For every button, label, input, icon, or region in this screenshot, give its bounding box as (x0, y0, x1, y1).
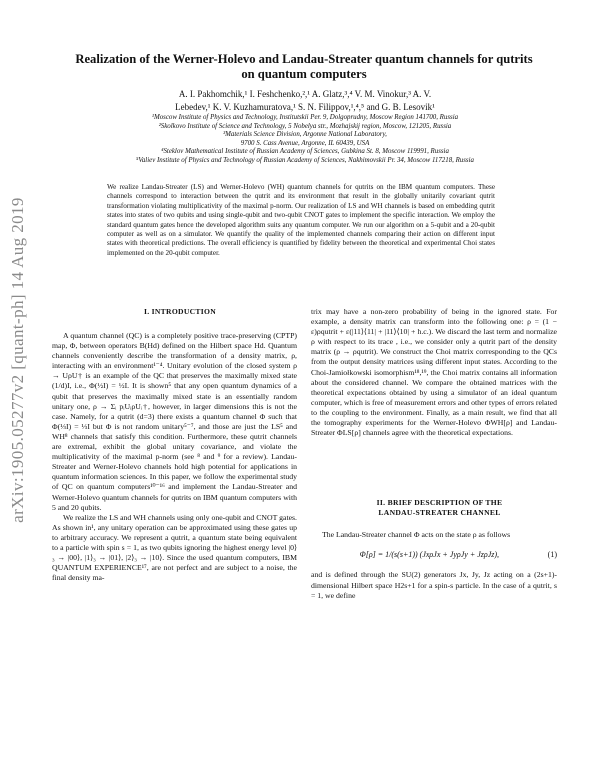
arxiv-stamp (0, 0, 36, 776)
affiliation-2: ²Skolkovo Institute of Science and Technology, 5 Nobelya str., Mozhajskij region, Moscow, 121205, Russia (158, 122, 452, 130)
intro-paragraph-continued: trix may have a non-zero probability of being in the ignored state. For example, a density matrix can transform into the following one: ρ = (1 − ε)ρqutrit + ε(|11⟩⟨11| + |11⟩⟨10| + h.c.). We discard the last term and normalize ρ with respect to its trace , i.e., we consider only a qutrit part of the density matrix (ρ → ρqutrit). We construct the Choi matrix corresponding to the QCs from the output density matrices using different input states. According to the Choi-Jamiołkowski isomorphism¹⁸,¹⁹, the Choi matrix contains all information about the considered channel. We compare the obtained matrices with the theoretical expectations obtained by using a simulator of an ideal quantum computer, which is free of measurement errors and other types of errors related to the coupling to the environment. Finally, as a main result, we find that all the tomography experiments for the Werner-Holevo ΦWH[ρ] and Landau-Streater ΦLS[ρ] channels agree with the theoretical expectations. (311, 307, 557, 438)
section-2-paragraph-1: The Landau-Streater channel Φ acts on the state ρ as follows (322, 530, 511, 540)
title-line-2: on quantum computers (241, 67, 367, 81)
affiliations (52, 114, 558, 166)
section-1-heading: I. INTRODUCTION (143, 307, 216, 316)
intro-paragraph-2: We realize the LS and WH channels using only one-qubit and CNOT gates. As shown in¹, any unitary operation can be approximated using these gates up to arbitrary accuracy. We represent a qutrit, a quantum state being equivalent to a particle with spin s = 1, as two qubits ignoring the highest energy level |0⟩₃ → |00⟩, |1⟩₃ → |01⟩, |2⟩₃ → |10⟩. Since the used quantum computers, IBM QUANTUM EXPERIENCE¹⁷, are not perfect and are subject to a noise, the final density ma- (52, 512, 297, 583)
affiliation-3: ³Materials Science Division, Argonne National Laboratory, (223, 131, 387, 139)
affiliation-4: ⁴Steklov Mathematical Institute of Russian Academy of Sciences, Gubkina St. 8, Moscow 119991, Russia (161, 148, 449, 156)
title-line-1: Realization of the Werner-Holevo and Landau-Streater quantum channels for qutrits (75, 52, 533, 66)
arxiv-stamp-text: arXiv:1905.05277v2 [quant-ph] 14 Aug 2019 (8, 197, 27, 523)
section-2-paragraph-2: and is defined through the SU(2) generators Jx, Jy, Jz acting on a (2s+1)-dimensional Hilbert space H2s+1 for a spin-s particle. In the case of a qutrit, s = 1, we define (311, 570, 557, 600)
author-list (60, 88, 550, 114)
equation-1-body: Φ[ρ] = 1/(s(s+1)) (JxρJx + JyρJy + JzρJz), (359, 550, 500, 560)
affiliation-3-address: 9700 S. Cass Avenue, Argonne, IL 60439, USA (240, 139, 370, 147)
left-column (52, 307, 297, 583)
equation-1-number: (1) (547, 550, 557, 560)
authors-line-1: A. I. Pakhomchik,¹ I. Feshchenko,²,¹ A. Glatz,³,⁴ V. M. Vinokur,³ A. V. (178, 89, 432, 99)
abstract: We realize Landau-Streater (LS) and Werner-Holevo (WH) quantum channels for qutrits on the IBM quantum computers. These channels correspond to interaction between the qutrit and its environment that result in the globally unitarily covariant qutrit transformation violating multiplicativity of the maximal p-norm. Our realization of LS and WH channels is based on embedding qutrit states into states of two qubits and using single-qubit and two-qubit CNOT gates to implement the specific interaction. We employ the standard quantum gates hence the developed algorithm suits any quantum computer. We run our algorithm on a 5-qubit and a 20-qubit computer as well as on a simulator. We quantify the quality of the implemented channels comparing their action on different input states with theoretical predictions. The overall efficiency is quantified by fidelity between the theoretical and experimental Choi states implemented on the 20-qubit computer. (107, 183, 495, 257)
right-column (311, 307, 557, 601)
section-2-heading-line-1: II. BRIEF DESCRIPTION OF THE (376, 498, 503, 508)
equation-1 (311, 550, 557, 560)
intro-paragraph-1: A quantum channel (QC) is a completely positive trace-preserving (CPTP) map, Φ, between operators B(Hd) defined on the Hilbert space Hd. Quantum channels conveniently describe the transformation of a density matrix, ρ, interacting with an environment¹⁻⁴. Unitary evolution of the closed system ρ → UρU† is an example of the QC that preserves the maximally mixed state (1/d)I, i.e., Φ(½I) = ½I. It is shown⁵ that any open quantum dynamics of a qubit that preserves the maximally mixed state is an essentially random unitary one, ρ → Σᵢ pᵢUᵢρUᵢ†, however, in larger dimensions this is not the case. Namely, for a qutrit (d=3) there exists a quantum channel Φ such that Φ(⅓I) = ⅓I but Φ is not random unitary⁵⁻⁷, and those are just the LS⁵ and WH⁸ channels that satisfy this condition. Furthermore, these qutrit channels are extremal, exhibit the global unitary covariance, and violate the multiplicativity of the maximal p-norm (see ⁸ and ⁹ for a review). Landau-Streater and Werner-Holevo channels hold high potential for applications in quantum information sciences. In this paper, we follow the experimental study of QC on quantum computers¹⁰⁻¹⁶ and implement the Landau-Streater and Werner-Holevo quantum channels for qutrits on IBM quantum computers with 5 and 20 qubits. (52, 331, 297, 512)
paper-title (52, 52, 556, 82)
section-2-heading-line-2: LANDAU-STREATER CHANNEL (378, 508, 501, 518)
affiliation-1: ¹Moscow Institute of Physics and Technology, Institutskii Per. 9, Dolgoprudny, Moscow Region 141700, Russia (151, 114, 459, 121)
authors-line-2: Lebedev,¹ K. V. Kuzhamuratova,¹ S. N. Filippov,¹,⁴,⁵ and G. B. Lesovik¹ (175, 102, 435, 112)
affiliation-5: ⁵Valiev Institute of Physics and Technology of Russian Academy of Sciences, Nakhimovskii Pr. 34, Moscow 117218, Russia (136, 156, 474, 164)
